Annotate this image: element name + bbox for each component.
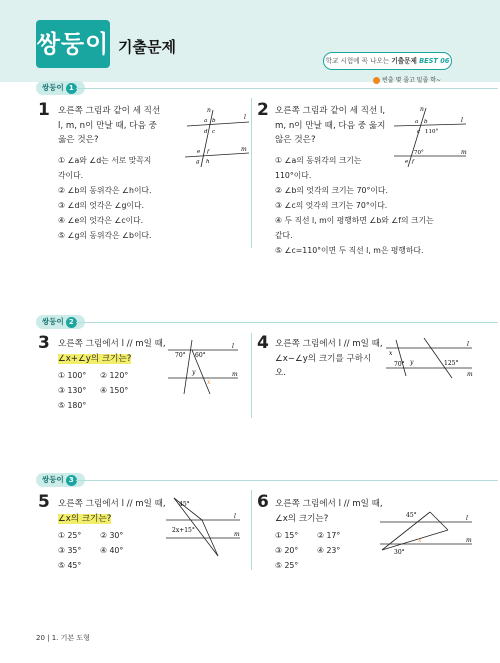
section-divider: [76, 88, 498, 89]
problem-2-choices: [275, 153, 434, 258]
choice[interactable]: ③ 20°: [275, 546, 299, 555]
choice[interactable]: ② 30°: [100, 531, 124, 540]
problem-2-text: [275, 104, 385, 148]
problem-line: 오른쪽 그림과 같이 세 직선: [58, 106, 161, 116]
fig3-label: 70°: [175, 352, 186, 359]
header-tag: [323, 52, 452, 70]
pencil-icon: [373, 77, 380, 84]
problem-line: 옳은 것은?: [58, 135, 99, 145]
fig2-label: n: [420, 106, 424, 113]
fig5-label: 45°: [179, 501, 190, 508]
figure-3: [166, 338, 240, 396]
fig1-label: e: [197, 149, 201, 155]
fig1-label: h: [206, 159, 210, 165]
figure-2: [392, 104, 468, 168]
section-divider: [76, 322, 498, 323]
fig1-label: b: [212, 118, 216, 124]
problem-line: 오른쪽 그림에서 l // m일 때,: [58, 339, 166, 349]
fig2-label: b: [424, 119, 428, 125]
hint-text: 빈출 몇 줄고 밑줄 학~: [382, 77, 442, 84]
problem-line-highlight: [58, 352, 166, 367]
problem-6-choices: [275, 528, 357, 573]
fig1-label: d: [204, 129, 208, 135]
page-footer: 20 | 1. 기본 도형: [36, 634, 90, 642]
problem-number: 3: [38, 333, 50, 353]
choice[interactable]: ④ 40°: [100, 546, 124, 555]
problem-6-text: [275, 497, 383, 526]
hint-note: [373, 75, 441, 84]
choice[interactable]: ① 100°: [58, 371, 87, 380]
tag-best: BEST 06: [416, 57, 450, 65]
problem-number: 4: [257, 333, 269, 353]
problem-5-text: [58, 497, 166, 526]
section-label: 쌍둥이: [42, 475, 64, 484]
choice[interactable]: ⑤ ∠g의 동위각은 ∠b이다.: [58, 231, 152, 240]
problem-3-choices: [58, 368, 140, 413]
fig1-label: g: [196, 159, 200, 165]
problem-4-text: [275, 337, 383, 381]
fig2-label: m: [461, 149, 467, 156]
tag-prefix: 학교 시험에 꼭 나오는: [325, 57, 392, 65]
column-divider: [251, 490, 252, 570]
fig6-label: m: [466, 537, 472, 544]
problem-line: 오른쪽 그림과 같이 세 직선 l,: [275, 106, 386, 116]
figure-4: [384, 336, 476, 380]
fig2-label: l: [461, 117, 463, 124]
section-divider: [76, 480, 498, 481]
choice[interactable]: ⑤ 45°: [58, 561, 82, 570]
fig2-label: 110°: [425, 129, 439, 135]
choice[interactable]: ④ ∠e의 엇각은 ∠c이다.: [58, 216, 144, 225]
choice[interactable]: ③ 130°: [58, 386, 87, 395]
fig6-label: 30°: [394, 549, 405, 556]
problem-line: m, n이 만날 때, 다음 중 옳지: [275, 120, 386, 131]
choice[interactable]: ② 17°: [317, 531, 341, 540]
section-number: 1: [66, 83, 77, 94]
problem-line: 않은 것은?: [275, 135, 316, 145]
fig4-label: 125°: [444, 360, 459, 367]
fig4-label: l: [467, 341, 469, 348]
problem-3-text: [58, 337, 166, 366]
fig1-label: c: [212, 129, 216, 135]
section-number: 3: [66, 475, 77, 486]
column-divider: [251, 333, 252, 418]
problem-line: ∠x의 크기는?: [275, 513, 329, 524]
choice-cont: 같다.: [275, 231, 293, 240]
fig5-label: l: [234, 513, 236, 520]
figure-1: [183, 104, 251, 168]
fig4-label: m: [467, 371, 473, 378]
choice[interactable]: ③ ∠c의 엇각의 크기는 70°이다.: [275, 201, 388, 210]
problem-number: 5: [38, 492, 50, 512]
fig3-label: y: [192, 369, 196, 376]
problem-1-text: [58, 104, 160, 148]
choice[interactable]: ② ∠b의 동위각은 ∠h이다.: [58, 186, 152, 195]
fig2-label: f: [412, 159, 415, 165]
fig6-label: l: [466, 515, 468, 522]
choice[interactable]: ④ 23°: [317, 546, 341, 555]
fig1-label: f: [207, 149, 210, 155]
problem-number: 1: [38, 100, 50, 120]
problem-line: l, m, n이 만날 때, 다음 중: [58, 120, 157, 131]
column-divider: [251, 98, 252, 248]
problem-1-choices: [58, 153, 152, 243]
choice[interactable]: ④ 150°: [100, 386, 129, 395]
problem-line: 오른쪽 그림에서 l // m일 때,: [275, 339, 383, 349]
fig1-label: m: [241, 146, 247, 153]
choice[interactable]: ⑤ 25°: [275, 561, 299, 570]
fig3-label: l: [232, 343, 234, 350]
highlighted-question: ∠x의 크기는?: [58, 513, 112, 524]
choice[interactable]: ① ∠a의 동위각의 크기는: [275, 156, 362, 165]
fig2-label: c: [417, 129, 421, 135]
fig4-label: y: [410, 359, 414, 366]
series-badge: 쌍둥이: [36, 20, 110, 68]
choice[interactable]: ⑤ 180°: [58, 401, 87, 410]
fig1-label: n: [207, 107, 211, 114]
fig5-label: m: [234, 531, 240, 538]
fig3-label: x: [207, 379, 211, 386]
fig5-label: 2x+15°: [172, 527, 195, 534]
fig4-label: 70°: [394, 361, 405, 368]
choice[interactable]: ⑤ ∠c=110°이면 두 직선 l, m은 평행하다.: [275, 246, 424, 255]
choice[interactable]: ① ∠a와 ∠d는 서로 맞꼭지: [58, 156, 152, 165]
choice[interactable]: ① 15°: [275, 531, 299, 540]
fig2-label: 70°: [414, 150, 424, 156]
fig6-label: 45°: [406, 512, 417, 519]
fig2-label: e: [405, 159, 409, 165]
section-label: 쌍둥이: [42, 83, 64, 92]
choice-cont: 각이다.: [58, 171, 84, 180]
choice[interactable]: ④ 두 직선 l, m이 평행하면 ∠b와 ∠f의 크기는: [275, 216, 434, 225]
choice[interactable]: ③ 35°: [58, 546, 82, 555]
choice[interactable]: ② ∠b의 엇각의 크기는 70°이다.: [275, 186, 388, 195]
problem-5-choices: [58, 528, 140, 573]
problem-number: 2: [257, 100, 269, 120]
fig1-label: l: [244, 114, 246, 121]
fig2-label: a: [415, 119, 419, 125]
page-title: 기출문제: [118, 38, 176, 56]
fig3-label: m: [232, 371, 238, 378]
section-number: 2: [66, 317, 77, 328]
fig6-label: x: [418, 537, 422, 544]
figure-6: [378, 500, 474, 556]
problem-line: ∠x−∠y의 크기를 구하시: [275, 353, 372, 364]
problem-number: 6: [257, 492, 269, 512]
tag-bold: 기출문제: [391, 57, 417, 65]
section-label: 쌍둥이: [42, 317, 64, 326]
problem-line: 오.: [275, 368, 287, 378]
problem-line-highlight: [58, 512, 166, 527]
fig3-label: 60°: [195, 352, 206, 359]
choice-cont: 110°이다.: [275, 171, 312, 180]
choice[interactable]: ① 25°: [58, 531, 82, 540]
problem-line: 오른쪽 그림에서 l // m일 때,: [275, 499, 383, 509]
problem-line: 오른쪽 그림에서 l // m일 때,: [58, 499, 166, 509]
figure-5: [164, 496, 242, 558]
choice[interactable]: ③ ∠d의 엇각은 ∠g이다.: [58, 201, 144, 210]
highlighted-question: ∠x+∠y의 크기는?: [58, 353, 132, 364]
choice[interactable]: ② 120°: [100, 371, 129, 380]
fig1-label: a: [204, 118, 208, 124]
fig4-label: x: [389, 350, 393, 357]
